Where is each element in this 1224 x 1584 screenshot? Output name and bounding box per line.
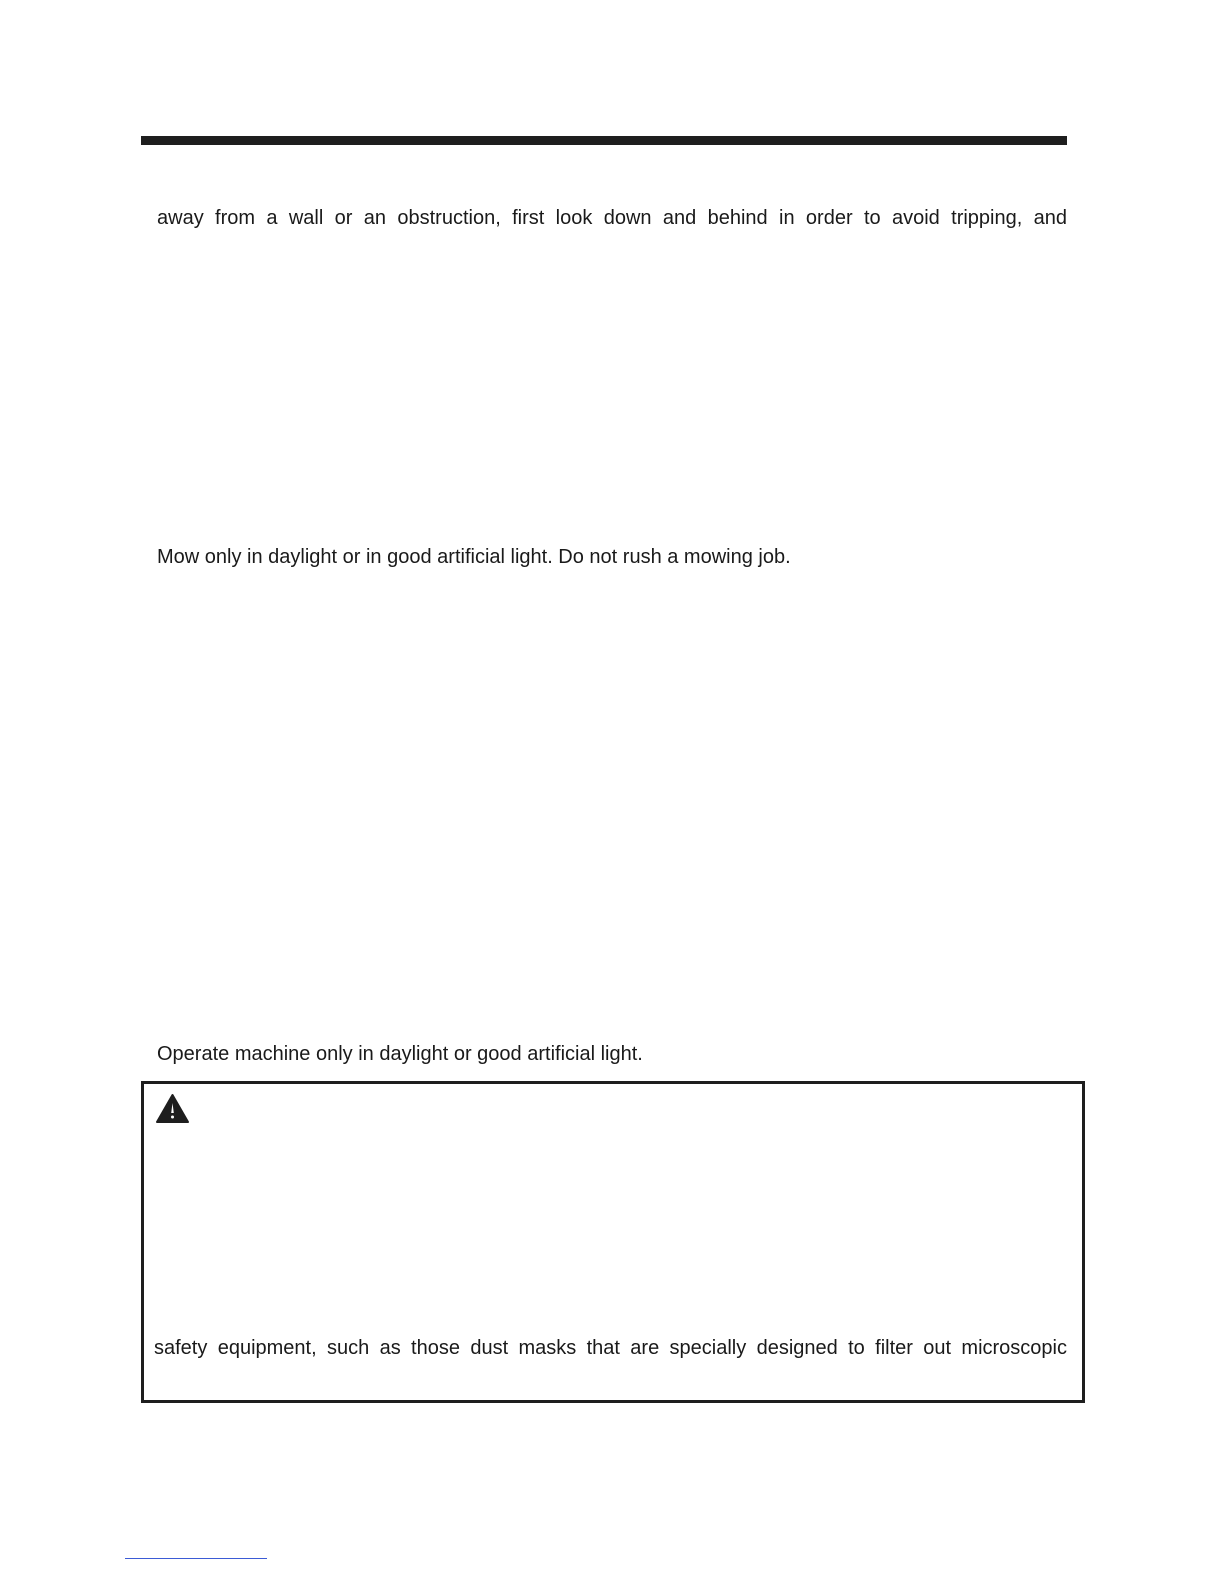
warning-triangle-icon xyxy=(155,1093,190,1124)
warning-box xyxy=(141,1081,1085,1403)
body-text-line: Operate machine only in daylight or good artificial light. xyxy=(157,1043,643,1065)
body-text-line: away from a wall or an obstruction, first look down and behind in order to avoid tripping, and xyxy=(157,207,1067,229)
body-text-line: Mow only in daylight or in good artificial light. Do not rush a mowing job. xyxy=(157,546,791,568)
header-rule xyxy=(141,136,1067,145)
footer-link-underline xyxy=(125,1558,267,1559)
warning-text-line: safety equipment, such as those dust masks that are specially designed to filter out microscopic xyxy=(154,1337,1067,1359)
